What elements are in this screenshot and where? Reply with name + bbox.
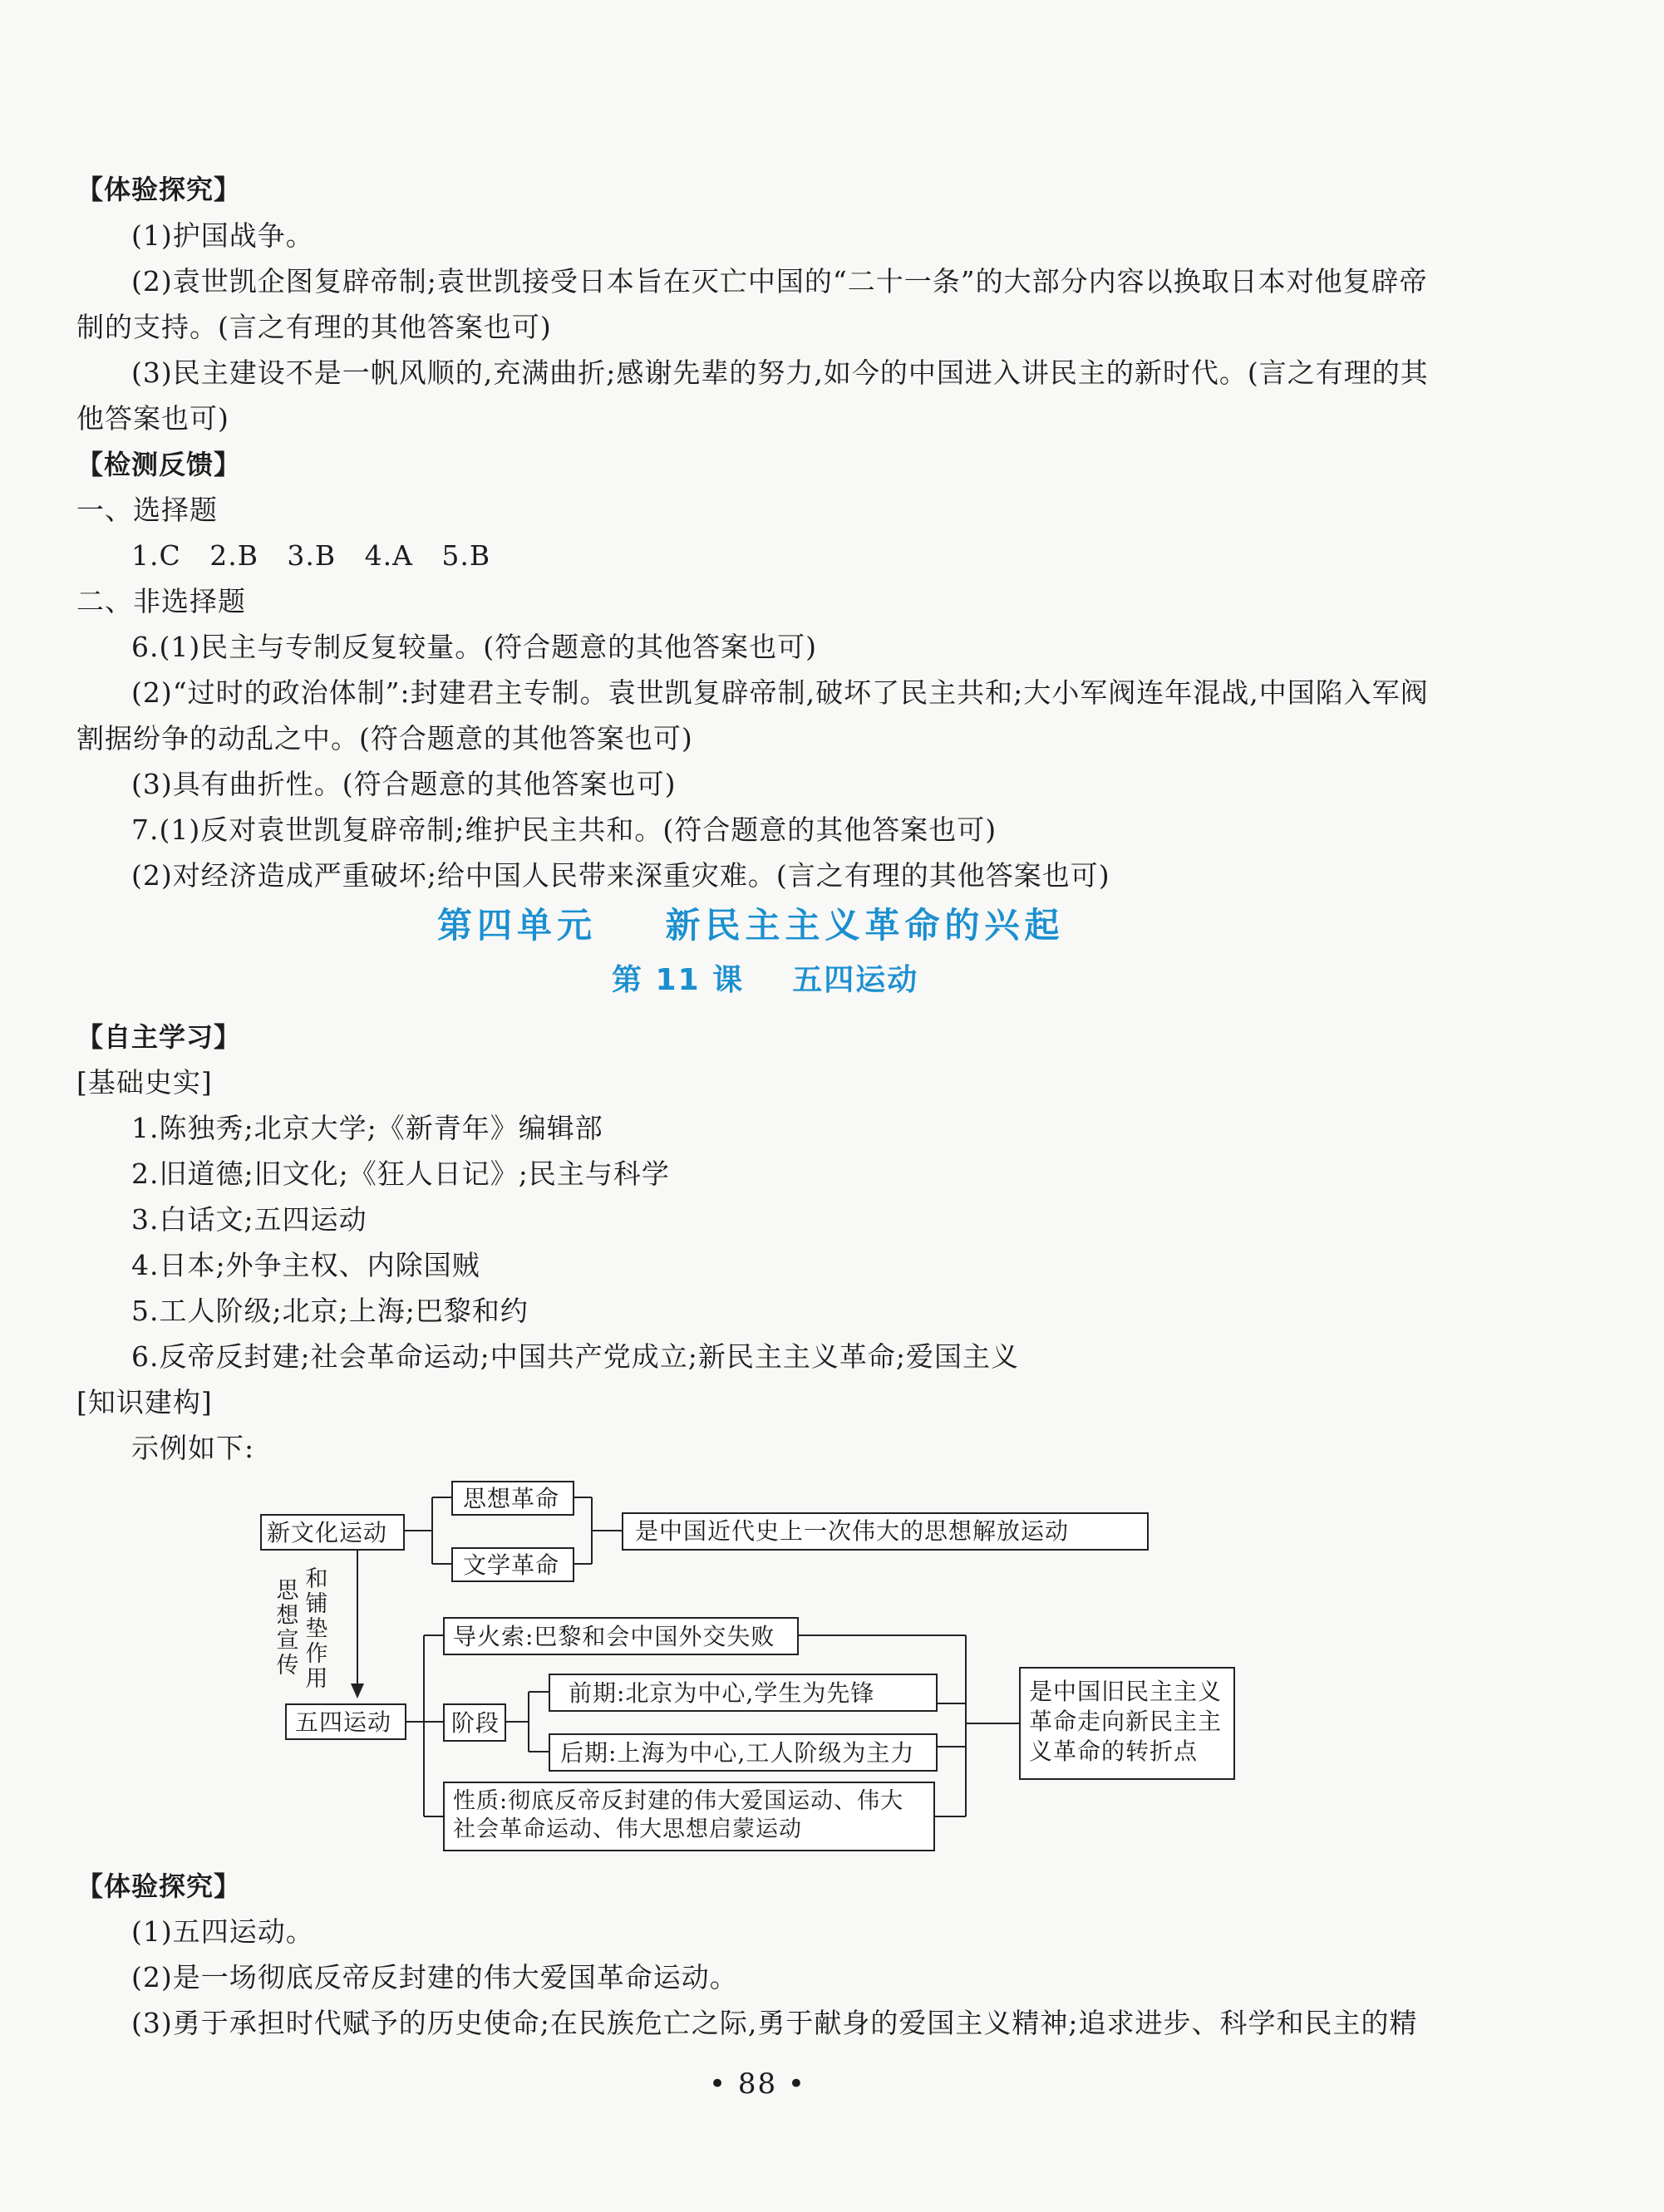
- box-qianqi: 前期:北京为中心,学生为先锋: [549, 1674, 938, 1712]
- section-heading-tiyan-2: 【体验探究】: [76, 1870, 242, 1902]
- answer-line: (3)民主建设不是一帆风顺的,充满曲折;感谢先辈的努力,如今的中国进入讲民主的新时代。(言之有理的其: [131, 356, 1429, 389]
- conclusion-2-line-2: 革命走向新民主主: [1029, 1708, 1223, 1735]
- list-item: 3.白话文;五四运动: [131, 1203, 367, 1236]
- box-xingzhi: [443, 1782, 935, 1851]
- subheading-zhishi: [知识建构]: [76, 1386, 213, 1418]
- list-item: 5.工人阶级;北京;上海;巴黎和约: [131, 1295, 529, 1327]
- question-group-label: 一、选择题: [76, 494, 218, 526]
- answer-line: 他答案也可): [76, 402, 229, 435]
- lesson-title: 第 11 课 五四运动: [612, 963, 919, 997]
- choice-answers: 1.C 2.B 3.B 4.A 5.B: [131, 539, 491, 572]
- conclusion-2-line-3: 义革命的转折点: [1029, 1738, 1199, 1765]
- section-heading-zizhu: 【自主学习】: [76, 1021, 242, 1053]
- answer-line: (2)是一场彻底反帝反封建的伟大爱国革命运动。: [131, 1961, 738, 1993]
- answer-line: (2)“过时的政治体制”:封建君主专制。袁世凯复辟帝制,破坏了民主共和;大小军阀连年混战,中国陷入军阀: [131, 676, 1429, 709]
- arrow-label-right: 和铺垫作用: [305, 1566, 328, 1692]
- box-sixiang-geming: 思想革命: [451, 1481, 574, 1516]
- xingzhi-line-1: 性质:彻底反帝反封建的伟大爱国运动、伟大: [453, 1788, 904, 1814]
- box-wenxue-geming: 文学革命: [451, 1547, 574, 1582]
- answer-line: 6.(1)民主与专制反复较量。(符合题意的其他答案也可): [131, 631, 817, 663]
- answer-line: (1)护国战争。: [131, 219, 314, 252]
- list-item: 6.反帝反封建;社会革命运动;中国共产党成立;新民主主义革命;爱国主义: [131, 1340, 1019, 1373]
- answer-line: 割据纷争的动乱之中。(符合题意的其他答案也可): [76, 722, 693, 755]
- answer-line: (3)具有曲折性。(符合题意的其他答案也可): [131, 768, 677, 800]
- box-conclusion-2: [1019, 1667, 1235, 1780]
- example-label: 示例如下:: [131, 1432, 255, 1464]
- answer-line: (1)五四运动。: [131, 1915, 314, 1948]
- box-houqi: 后期:上海为中心,工人阶级为主力: [549, 1733, 938, 1772]
- answer-line: (3)勇于承担时代赋予的历史使命;在民族危亡之际,勇于献身的爱国主义精神;追求进步、科学和民主的精: [131, 2007, 1418, 2039]
- answer-line: 7.(1)反对袁世凯复辟帝制;维护民主共和。(符合题意的其他答案也可): [131, 814, 997, 846]
- answer-line: (2)袁世凯企图复辟帝制;袁世凯接受日本旨在灭亡中国的“二十一条”的大部分内容以换取日本对他复辟帝: [131, 265, 1428, 297]
- section-heading-jiance: 【检测反馈】: [76, 449, 242, 480]
- xingzhi-line-2: 社会革命运动、伟大思想启蒙运动: [453, 1816, 802, 1842]
- box-jieduan: 阶段: [443, 1703, 506, 1742]
- list-item: 1.陈独秀;北京大学;《新青年》编辑部: [131, 1112, 603, 1144]
- conclusion-2-line-1: 是中国旧民主主义: [1029, 1678, 1223, 1705]
- arrow-label-left: 思想宣传: [276, 1578, 299, 1679]
- answer-line: 制的支持。(言之有理的其他答案也可): [76, 311, 552, 343]
- list-item: 4.日本;外争主权、内除国贼: [131, 1249, 480, 1281]
- box-wusi-yundong: 五四运动: [285, 1703, 406, 1740]
- box-xinwenhua: 新文化运动: [260, 1514, 405, 1551]
- page-number: • 88 •: [709, 2067, 806, 2101]
- unit-title: 第四单元 新民主主义革命的兴起: [437, 905, 1065, 946]
- box-conclusion-1: 是中国近代史上一次伟大的思想解放运动: [622, 1512, 1149, 1551]
- answer-line: (2)对经济造成严重破坏;给中国人民带来深重灾难。(言之有理的其他答案也可): [131, 859, 1110, 892]
- list-item: 2.旧道德;旧文化;《狂人日记》;民主与科学: [131, 1158, 670, 1190]
- question-group-label: 二、非选择题: [76, 585, 246, 617]
- box-daohuosuo: 导火索:巴黎和会中国外交失败: [443, 1617, 799, 1655]
- section-heading-tiyan-1: 【体验探究】: [76, 174, 242, 205]
- subheading-jichu: [基础史实]: [76, 1066, 213, 1099]
